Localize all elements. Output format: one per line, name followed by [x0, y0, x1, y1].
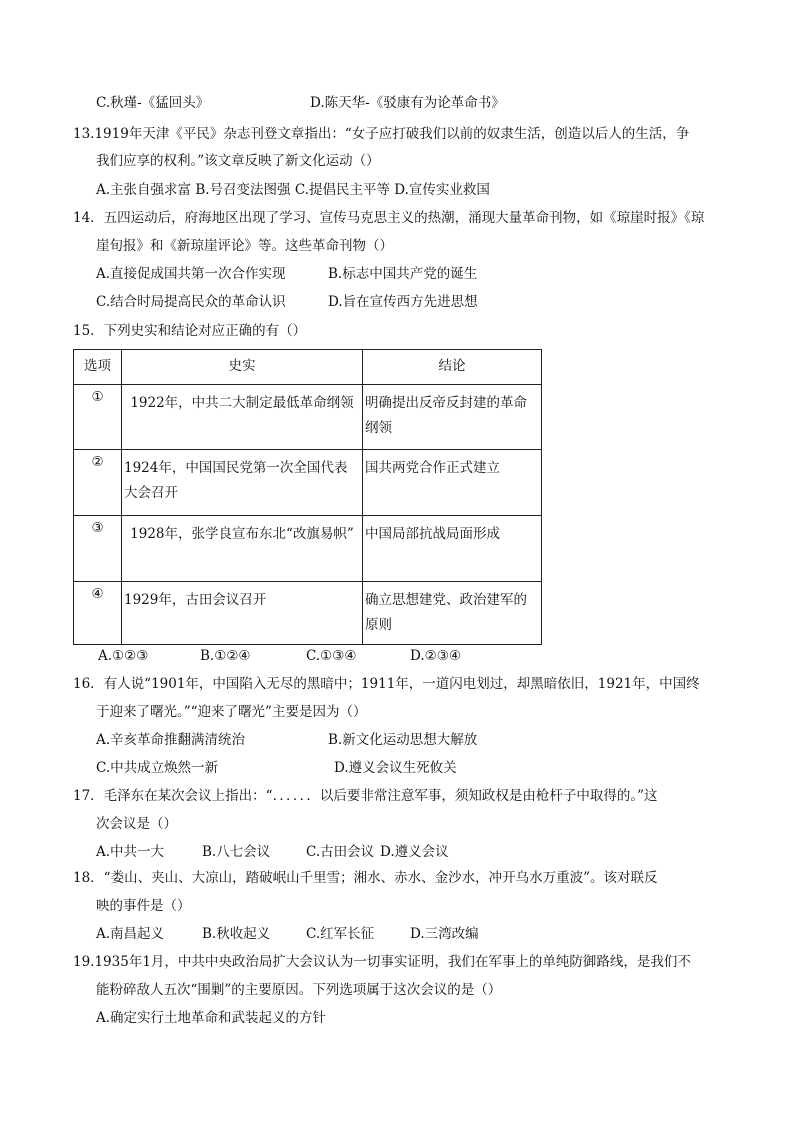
table-cell-conclusion: 国共两党合作正式建立 [363, 450, 542, 516]
table-cell-conclusion: 明确提出反帝反封建的革命纲领 [363, 385, 542, 450]
q15-option-a: A.①②③ [98, 648, 149, 664]
q18-option-d: D.三湾改编 [410, 926, 479, 942]
q17-option-d: D.遵义会议 [380, 844, 449, 860]
table-header-cell: 选项 [74, 350, 122, 385]
q14-stem-line2: 崖旬报》和《新琼崖评论》等。这些革命刊物（） [96, 238, 393, 254]
q12-option-d: D.陈天华-《驳康有为论革命书》 [310, 95, 505, 111]
q17-stem-line1: 17．毛泽东在某次会议上指出：“．．．．．．以后要非常注意军事，须知政权是由枪杆子中取得的。”这 [73, 788, 658, 804]
q16-option-b: B.新文化运动思想大解放 [328, 732, 478, 748]
q13-stem-line2: 我们应享的权利。”该文章反映了新文化运动（） [96, 153, 380, 169]
table-cell-option: ③ [74, 516, 122, 582]
q18-stem-line1: 18．“娄山、夹山、大凉山，踏破岷山千里雪；湘水、赤水、金沙水，冲开乌水万重波”。该对联反 [73, 870, 658, 886]
q19-stem-line1: 19.1935年1月，中共中央政治局扩大会议认为一切事实证明，我们在军事上的单纯防御路线，是我们不 [73, 954, 691, 970]
q15-stem: 15．下列史实和结论对应正确的有（） [73, 323, 307, 339]
q17-option-b: B.八七会议 [202, 844, 271, 860]
table-cell-fact: 1924年，中国国民党第一次全国代表大会召开 [122, 450, 363, 516]
table-row [74, 450, 542, 516]
q19-option-a: A.确定实行土地革命和武装起义的方针 [96, 1010, 327, 1026]
table-header-cell: 结论 [363, 350, 542, 385]
q15-option-c: C.①③④ [306, 648, 357, 664]
q17-stem-line2: 次会议是（） [96, 816, 177, 832]
q16-stem-line1: 16．有人说“1901年，中国陷入无尽的黑暗中；1911年，一道闪电划过，却黑暗依旧，1921年，中国终 [73, 676, 700, 692]
q14-option-a: A.直接促成国共第一次合作实现 [96, 266, 286, 282]
table-cell-conclusion: 确立思想建党、政治建军的原则 [363, 582, 542, 645]
q15-option-b: B.①②④ [200, 648, 251, 664]
table-header-cell: 史实 [122, 350, 363, 385]
q14-option-c: C.结合时局提高民众的革命认识 [96, 294, 286, 310]
q13-stem-line1: 13.1919年天津《平民》杂志刊登文章指出：“女子应打破我们以前的奴隶生活，创造以后人的生活，争 [73, 126, 690, 142]
table-row [74, 385, 542, 450]
q15-table [73, 349, 542, 645]
q15-option-d: D.②③④ [410, 648, 461, 664]
q16-option-d: D.遵义会议生死攸关 [334, 760, 457, 776]
table-cell-fact: 1928年，张学良宣布东北“改旗易帜” [122, 516, 363, 582]
table-cell-conclusion: 中国局部抗战局面形成 [363, 516, 542, 582]
q12-option-c: C.秋瑾-《猛回头》 [96, 95, 210, 111]
q14-stem-line1: 14．五四运动后，府海地区出现了学习、宣传马克思主义的热潮，涌现大量革命刊物，如《琼崖时报》《琼 [73, 210, 705, 226]
table-header-row [74, 350, 542, 385]
table-cell-fact: 1922年，中共二大制定最低革命纲领 [122, 385, 363, 450]
q13-options: A.主张自强求富 B.号召变法图强 C.提倡民主平等 D.宣传实业救国 [96, 182, 490, 198]
table-row [74, 582, 542, 645]
q17-option-c: C.古田会议 [306, 844, 375, 860]
q16-option-a: A.辛亥革命推翻满清统治 [96, 732, 246, 748]
q14-option-d: D.旨在宣传西方先进思想 [328, 294, 478, 310]
q18-stem-line2: 映的事件是（） [96, 898, 191, 914]
table-cell-option: ④ [74, 582, 122, 645]
q18-option-a: A.南昌起义 [96, 926, 165, 942]
table-row [74, 516, 542, 582]
q18-option-c: C.红军长征 [306, 926, 375, 942]
q16-option-c: C.中共成立焕然一新 [96, 760, 219, 776]
q17-option-a: A.中共一大 [96, 844, 165, 860]
table-cell-fact: 1929年，古田会议召开 [122, 582, 363, 645]
q19-stem-line2: 能粉碎敌人五次“围剿”的主要原因。下列选项属于这次会议的是（） [96, 982, 502, 998]
q18-option-b: B.秋收起义 [202, 926, 271, 942]
q16-stem-line2: 于迎来了曙光。”“迎来了曙光”主要是因为（） [96, 704, 367, 720]
table-cell-option: ① [74, 385, 122, 450]
q14-option-b: B.标志中国共产党的诞生 [328, 266, 478, 282]
table-cell-option: ② [74, 450, 122, 516]
